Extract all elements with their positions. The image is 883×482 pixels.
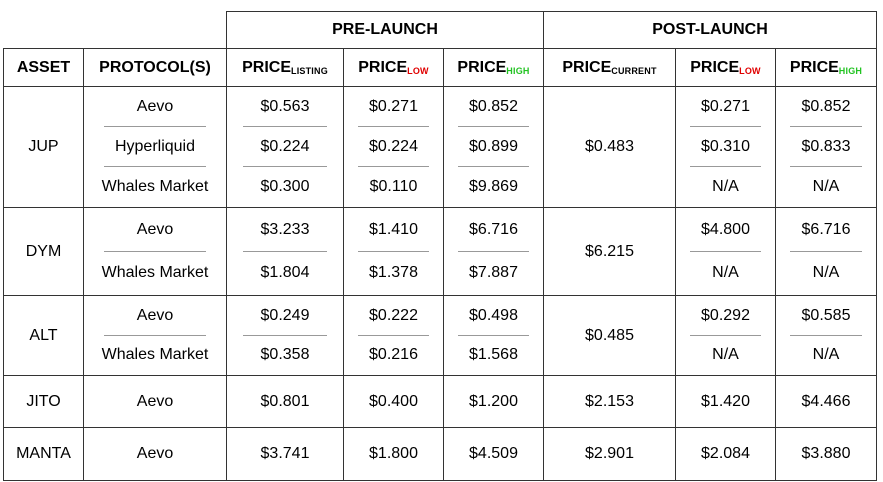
cell-stack xyxy=(344,376,443,427)
post-high-price-cell xyxy=(776,376,877,428)
cell-stack xyxy=(444,296,543,375)
post-low-price-cell xyxy=(676,376,776,428)
cell-stack xyxy=(84,296,226,375)
cell-line: Whales Market xyxy=(101,178,209,195)
asset-cell: ALT xyxy=(4,296,84,376)
pre-low-price-cell xyxy=(344,87,444,208)
cell-line: $0.498 xyxy=(444,296,543,336)
current-price-cell: $0.483 xyxy=(544,87,676,208)
pre-listing-price-cell xyxy=(227,87,344,208)
cell-line: $1.800 xyxy=(369,445,418,462)
cell-line: Aevo xyxy=(136,445,174,462)
protocol-cell xyxy=(84,208,227,296)
cell-stack xyxy=(676,428,775,480)
asset-cell: DYM xyxy=(4,208,84,296)
cell-line: N/A xyxy=(812,264,840,282)
pre-price-listing-header xyxy=(227,49,344,87)
cell-stack xyxy=(676,87,775,207)
listing-subscript: LISTING xyxy=(291,65,328,76)
low-subscript: LOW xyxy=(407,65,429,76)
cell-stack xyxy=(84,428,226,480)
cell-line: $1.378 xyxy=(369,264,418,282)
pre-listing-price-cell xyxy=(227,428,344,481)
protocol-cell xyxy=(84,376,227,428)
cell-line: $0.310 xyxy=(676,127,775,167)
cell-line: Aevo xyxy=(136,392,174,410)
cell-line: $7.887 xyxy=(469,264,518,282)
cell-line: N/A xyxy=(712,264,739,282)
post-low-price-cell xyxy=(676,296,776,376)
cell-stack xyxy=(776,208,876,295)
group-header-row xyxy=(4,12,877,49)
cell-line: N/A xyxy=(712,346,739,364)
table-row xyxy=(4,296,877,376)
cell-stack xyxy=(227,208,343,295)
cell-stack xyxy=(444,87,543,207)
cell-line: $1.410 xyxy=(344,208,443,252)
cell-stack xyxy=(227,296,343,375)
cell-line: $9.869 xyxy=(469,178,518,195)
cell-line: $1.568 xyxy=(469,346,518,364)
asset-cell: JITO xyxy=(4,376,84,428)
current-price-cell: $2.901 xyxy=(544,428,676,481)
cell-line: $0.358 xyxy=(260,346,310,364)
cell-line: $0.110 xyxy=(369,178,418,195)
pre-listing-price-cell xyxy=(227,376,344,428)
pre-low-price-cell xyxy=(344,208,444,296)
cell-line: $0.300 xyxy=(260,178,310,195)
pre-high-price-cell xyxy=(444,428,544,481)
cell-stack xyxy=(227,87,343,207)
post-high-price-cell xyxy=(776,87,877,208)
cell-line: $0.224 xyxy=(344,127,443,167)
cell-line: $0.852 xyxy=(776,87,876,127)
pre-high-price-cell xyxy=(444,208,544,296)
price-word: PRICE xyxy=(242,58,291,76)
current-subscript: CURRENT xyxy=(611,65,657,76)
post-low-price-cell xyxy=(676,428,776,481)
pre-low-price-cell xyxy=(344,428,444,481)
cell-line: Aevo xyxy=(84,208,226,252)
pre-price-low-header xyxy=(344,49,444,87)
cell-line: $4.509 xyxy=(469,445,518,462)
post-price-low-header xyxy=(676,49,776,87)
pre-listing-price-cell xyxy=(227,296,344,376)
table-body xyxy=(4,87,877,481)
cell-stack xyxy=(227,428,343,480)
table-row xyxy=(4,376,877,428)
cell-stack xyxy=(227,376,343,427)
cell-stack xyxy=(344,87,443,207)
cell-stack xyxy=(344,428,443,480)
high-subscript: HIGH xyxy=(506,65,530,76)
post-high-price-cell xyxy=(776,296,877,376)
protocol-cell xyxy=(84,87,227,208)
post-launch-header: POST-LAUNCH xyxy=(544,12,877,49)
cell-line: $6.716 xyxy=(444,208,543,252)
cell-line: $3.741 xyxy=(260,445,310,462)
cell-stack xyxy=(676,208,775,295)
protocols-header: PROTOCOL(S) xyxy=(84,49,227,87)
protocol-cell xyxy=(84,428,227,481)
cell-stack xyxy=(84,87,226,207)
table-row xyxy=(4,208,877,296)
cell-stack xyxy=(776,87,876,207)
cell-line: $0.292 xyxy=(676,296,775,336)
cell-line: $2.084 xyxy=(701,445,750,462)
low-subscript: LOW xyxy=(739,65,761,76)
cell-stack xyxy=(776,428,876,480)
cell-line: N/A xyxy=(812,346,840,364)
cell-line: $0.271 xyxy=(344,87,443,127)
price-table xyxy=(3,11,877,481)
post-low-price-cell xyxy=(676,208,776,296)
cell-line: Aevo xyxy=(84,296,226,336)
cell-line: $0.224 xyxy=(227,127,343,167)
pre-low-price-cell xyxy=(344,376,444,428)
pre-low-price-cell xyxy=(344,296,444,376)
high-subscript: HIGH xyxy=(838,65,863,76)
cell-line: N/A xyxy=(712,178,739,195)
cell-line: $0.563 xyxy=(227,87,343,127)
price-word: PRICE xyxy=(457,58,507,76)
asset-header: ASSET xyxy=(4,49,84,87)
cell-line: Aevo xyxy=(84,87,226,127)
cell-line: $3.880 xyxy=(801,445,851,462)
cell-stack xyxy=(776,376,876,427)
cell-stack xyxy=(444,208,543,295)
price-word: PRICE xyxy=(789,58,839,76)
cell-line: Whales Market xyxy=(101,264,209,282)
table-row xyxy=(4,428,877,481)
cell-line: $0.222 xyxy=(344,296,443,336)
cell-stack xyxy=(344,296,443,375)
cell-line: N/A xyxy=(812,178,840,195)
cell-line: $0.899 xyxy=(444,127,543,167)
post-high-price-cell xyxy=(776,208,877,296)
cell-line: $0.833 xyxy=(776,127,876,167)
post-price-high-header xyxy=(776,49,877,87)
cell-stack xyxy=(84,208,226,295)
asset-cell: JUP xyxy=(4,87,84,208)
cell-stack xyxy=(676,376,775,427)
pre-high-price-cell xyxy=(444,296,544,376)
pre-price-high-header xyxy=(444,49,544,87)
cell-stack xyxy=(676,296,775,375)
cell-line: $1.804 xyxy=(260,264,310,282)
table-row xyxy=(4,87,877,208)
cell-line: $0.216 xyxy=(369,346,418,364)
column-header-row xyxy=(4,49,877,87)
cell-line: $0.801 xyxy=(260,392,310,410)
pre-high-price-cell xyxy=(444,376,544,428)
cell-line: $0.249 xyxy=(227,296,343,336)
pre-listing-price-cell xyxy=(227,208,344,296)
cell-line: Whales Market xyxy=(101,346,209,364)
cell-line: $0.585 xyxy=(776,296,876,336)
asset-cell: MANTA xyxy=(4,428,84,481)
pre-high-price-cell xyxy=(444,87,544,208)
cell-stack xyxy=(84,376,226,427)
protocol-cell xyxy=(84,296,227,376)
cell-line: $4.466 xyxy=(801,392,851,410)
cell-stack xyxy=(444,428,543,480)
cell-line: $3.233 xyxy=(227,208,343,252)
cell-line: $0.852 xyxy=(444,87,543,127)
cell-line: $4.800 xyxy=(676,208,775,252)
cell-stack xyxy=(776,296,876,375)
cell-stack xyxy=(344,208,443,295)
price-word: PRICE xyxy=(562,58,612,76)
pre-launch-header: PRE-LAUNCH xyxy=(227,12,544,49)
current-price-cell: $0.485 xyxy=(544,296,676,376)
current-price-cell: $6.215 xyxy=(544,208,676,296)
cell-line: $0.271 xyxy=(676,87,775,127)
post-high-price-cell xyxy=(776,428,877,481)
cell-line: $1.200 xyxy=(469,392,518,410)
cell-line: $1.420 xyxy=(701,392,750,410)
price-word: PRICE xyxy=(690,58,740,76)
post-low-price-cell xyxy=(676,87,776,208)
cell-line: Hyperliquid xyxy=(84,127,226,167)
post-price-current-header xyxy=(544,49,676,87)
price-word: PRICE xyxy=(358,58,408,76)
cell-stack xyxy=(444,376,543,427)
current-price-cell: $2.153 xyxy=(544,376,676,428)
cell-line: $0.400 xyxy=(369,392,418,410)
cell-line: $6.716 xyxy=(776,208,876,252)
blank-corner xyxy=(4,12,227,49)
